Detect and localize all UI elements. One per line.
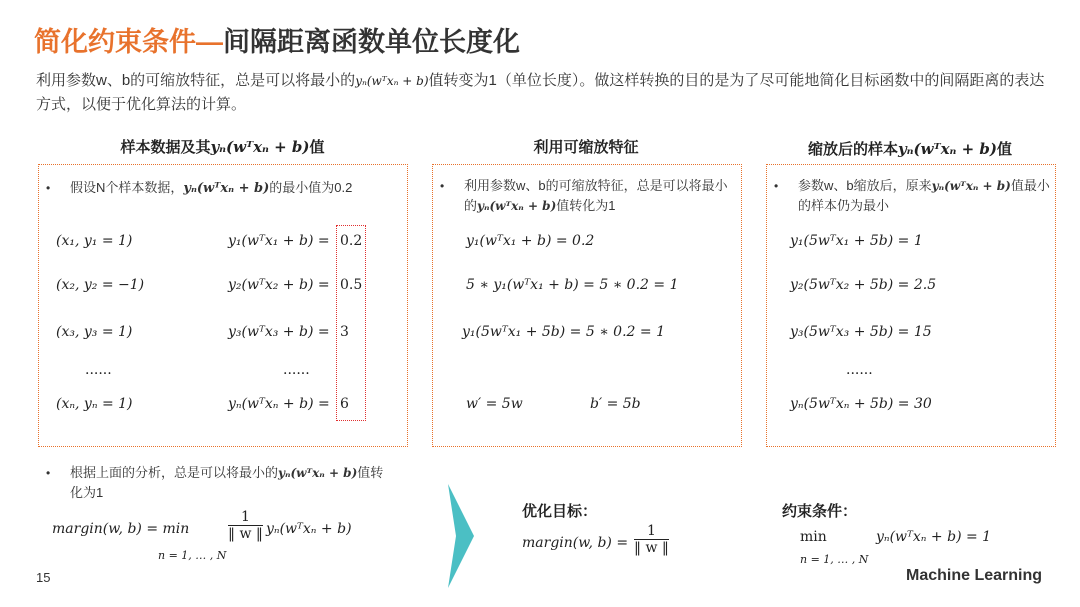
scaling-line-1: y₁(wᵀx₁ + b) = 0.2 (466, 233, 595, 249)
scaling-line-3: y₁(5wᵀx₁ + 5b) = 5 ∗ 0.2 = 1 (462, 324, 665, 340)
fraction-denominator: ‖ w ‖ (634, 540, 669, 556)
bullet-text: 参数w、b缩放后，原来 (798, 178, 932, 193)
bullet-expr: yₙ(wᵀxₙ + b) (477, 199, 557, 213)
value-row-n: 6 (340, 396, 349, 412)
sample-row-ellipsis: ...... (85, 362, 112, 378)
b-prime: b′ = 5b (590, 396, 641, 412)
bullet-dot: • (46, 181, 51, 195)
bullet-expr: yₙ(wᵀxₙ + b) (278, 466, 358, 480)
expr-row-3: y₃(wᵀx₃ + b) = (228, 324, 330, 340)
heading-expr: yₙ(wᵀxₙ + b) (897, 140, 998, 158)
bullet-text: 利用参数w、b的可缩放特征，总是可以将最小的 (464, 178, 728, 213)
value-row-1: 0.2 (340, 233, 363, 249)
scaled-line-n: yₙ(5wᵀxₙ + 5b) = 30 (790, 396, 932, 412)
value-highlight-box (336, 225, 366, 421)
margin-min-subscript: n = 1, … , N (158, 549, 227, 562)
bullet-suffix: 值转化为1 (556, 198, 616, 213)
constraint-min: min (800, 529, 827, 545)
value-row-2: 0.5 (340, 277, 363, 293)
scaled-line-ellipsis: ...... (846, 362, 873, 378)
bullet-expr: yₙ(wᵀxₙ + b) (183, 181, 270, 196)
fraction-numerator: 1 (634, 523, 669, 540)
w-prime: w′ = 5w (466, 396, 523, 412)
title-rest: 间隔距离函数单位长度化 (223, 27, 520, 57)
bullet-suffix: 的最小值为0.2 (269, 180, 353, 195)
column-heading-1 (40, 136, 405, 157)
page-number: 15 (36, 570, 51, 585)
fraction-denominator: ‖ w ‖ (228, 526, 263, 542)
scaled-line-3: y₃(5wᵀx₃ + 5b) = 15 (790, 324, 932, 340)
margin-rhs: yₙ(wᵀxₙ + b) (266, 521, 352, 537)
box1-bullet (46, 178, 401, 199)
objective-label: 优化目标： (522, 503, 598, 520)
bullet-dot: • (774, 179, 779, 193)
box2-bullet (440, 176, 736, 216)
intro-part1: 利用参数w、b的可缩放特征，总是可以将最小的 (36, 72, 356, 89)
bottom-bullet (46, 463, 396, 503)
margin-lhs: margin(w, b) = min (52, 521, 190, 537)
expr-row-2: y₂(wᵀx₂ + b) = (228, 277, 330, 293)
expr-row-1: y₁(wᵀx₁ + b) = (228, 233, 330, 249)
brand-label: Machine Learning (906, 567, 1043, 584)
sample-row-3: (x₃, y₃ = 1) (56, 324, 133, 340)
constraint-expr: yₙ(wᵀxₙ + b) = 1 (876, 529, 992, 545)
heading-text: 利用可缩放特征 (533, 139, 639, 156)
bullet-text: 根据上面的分析，总是可以将最小的 (70, 465, 279, 480)
column-heading-2 (432, 136, 740, 157)
scaled-line-2: y₂(5wᵀx₂ + 5b) = 2.5 (790, 277, 937, 293)
box3-bullet (774, 176, 1050, 216)
intro-paragraph (36, 69, 1046, 116)
margin-fraction (228, 509, 263, 542)
intro-part2: 值转变为1（单位长度）。做这样转换的目的是为了尽可能地简化目标函数中的间隔距离的表达方式，以便于优化算法的计算。 (36, 72, 1045, 113)
bullet-text: 假设N个样本数据， (70, 180, 184, 195)
arrow-right-icon (448, 484, 474, 588)
arrow-shape (448, 484, 474, 588)
expr-row-ellipsis: ...... (283, 362, 310, 378)
sample-row-n: (xₙ, yₙ = 1) (56, 396, 133, 412)
constraint-label: 约束条件： (782, 503, 858, 520)
column-heading-3 (766, 138, 1054, 159)
heading-suffix: 值 (997, 141, 1013, 158)
heading-suffix: 值 (309, 139, 325, 156)
title-highlight: 简化约束条件— (34, 27, 223, 57)
scaling-line-2: 5 ∗ y₁(wᵀx₁ + b) = 5 ∗ 0.2 = 1 (466, 277, 679, 293)
sample-row-2: (x₂, y₂ = −1) (56, 277, 145, 293)
page-title (34, 20, 520, 59)
bullet-expr: yₙ(wᵀxₙ + b) (931, 179, 1011, 193)
value-row-3: 3 (340, 324, 349, 340)
sample-row-1: (x₁, y₁ = 1) (56, 233, 133, 249)
bullet-suffix: 值转化为1 (70, 465, 384, 500)
fraction-numerator: 1 (228, 509, 263, 526)
intro-expr: yₙ(wᵀxₙ + b) (355, 74, 429, 88)
scaled-line-1: y₁(5wᵀx₁ + 5b) = 1 (790, 233, 923, 249)
expr-row-n: yₙ(wᵀxₙ + b) = (228, 396, 330, 412)
bullet-dot: • (440, 179, 445, 193)
bullet-dot: • (46, 466, 51, 480)
bullet-suffix: 值最小的样本仍为最小 (798, 178, 1050, 213)
objective-fraction (634, 523, 669, 556)
constraint-subscript: n = 1, … , N (800, 553, 869, 566)
heading-text: 缩放后的样本 (807, 141, 898, 158)
heading-expr: yₙ(wᵀxₙ + b) (210, 138, 310, 156)
heading-text: 样本数据及其 (120, 139, 211, 156)
objective-lhs: margin(w, b) = (522, 535, 629, 551)
